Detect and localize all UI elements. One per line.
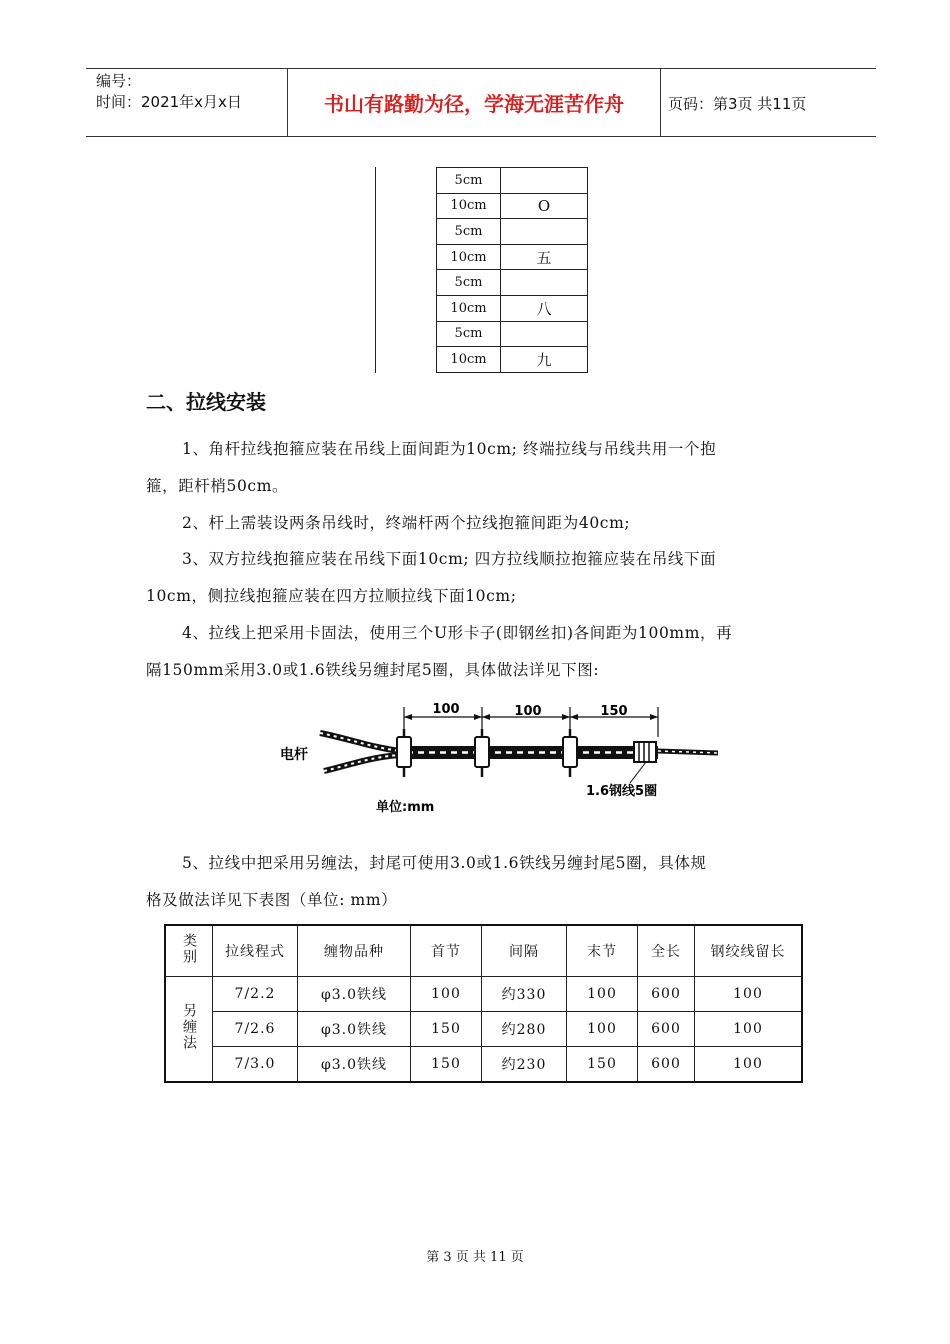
mark-cell: 五: [501, 244, 588, 270]
total-cell: 600: [638, 1047, 695, 1083]
interval-cell: 约230: [482, 1047, 567, 1083]
pole-label: 电杆: [280, 747, 308, 763]
p4-line2: 隔150mm采用3.0或1.6铁线另缠封尾5圈，具体做法详见下图:: [146, 661, 600, 679]
col-header-material: 缠物品种: [298, 925, 411, 977]
spacing-cell: 5cm: [437, 321, 501, 347]
table-row: [437, 168, 588, 194]
model-cell: 7/3.0: [213, 1047, 298, 1083]
spec-table: [164, 924, 803, 1083]
col-header-total: 全长: [638, 925, 695, 977]
mark-cell: 八: [501, 295, 588, 321]
p4-line1: 4、拉线上把采用卡固法，使用三个U形卡子(即钢丝扣)各间距为100mm，再: [182, 624, 733, 642]
table-row: [437, 219, 588, 245]
table-row: [437, 347, 588, 373]
arrow-head: [482, 714, 490, 720]
spacing-cell: 5cm: [437, 219, 501, 245]
table-row: [437, 270, 588, 296]
mark-cell: [501, 270, 588, 296]
table-row: [437, 244, 588, 270]
table-left-rule: [375, 167, 376, 373]
header-divider-right: [660, 68, 661, 136]
p5-line1: 5、拉线中把采用另缠法，封尾可使用3.0或1.6铁线另缠封尾5圈，具体规: [182, 854, 707, 872]
reserve-cell: 100: [695, 977, 803, 1012]
paragraph-3: [146, 541, 826, 615]
last-cell: 100: [567, 977, 638, 1012]
table-row: [437, 295, 588, 321]
category-cell: 另缠法: [165, 977, 213, 1083]
spacing-cell: 10cm: [437, 295, 501, 321]
table-row: [165, 977, 802, 1012]
spacing-cell: 5cm: [437, 270, 501, 296]
wire-fork-top: [320, 733, 400, 751]
p3-line2: 10cm，侧拉线抱箍应装在四方拉顺拉线下面10cm;: [146, 587, 517, 605]
serial-label: 编号：: [96, 72, 142, 90]
arrow-head: [562, 714, 570, 720]
last-cell: 150: [567, 1047, 638, 1083]
total-cell: 600: [638, 1012, 695, 1047]
first-cell: 100: [411, 977, 482, 1012]
time-label: 时间：2021年x月x日: [96, 93, 242, 111]
page-label: 页码：第3页 共11页: [668, 95, 807, 113]
table-row: [437, 321, 588, 347]
material-cell: φ3.0铁线: [298, 1047, 411, 1083]
mark-cell: 九: [501, 347, 588, 373]
spacing-table: [436, 167, 588, 373]
dimension-label-1: 100: [432, 702, 460, 717]
col-header-category: 类别: [165, 925, 213, 977]
col-header-reserve: 钢绞线留长: [695, 925, 803, 977]
model-cell: 7/2.2: [213, 977, 298, 1012]
arrow-head: [570, 714, 578, 720]
wire-fork-bottom: [324, 755, 400, 771]
material-cell: φ3.0铁线: [298, 1012, 411, 1047]
wrap-coil: [634, 742, 656, 762]
unit-label: 单位:mm: [376, 800, 435, 815]
reserve-cell: 100: [695, 1047, 803, 1083]
u-clamp: [397, 729, 411, 777]
total-cell: 600: [638, 977, 695, 1012]
table-row: [165, 1012, 802, 1047]
guy-wire-clamp-diagram: [270, 695, 740, 825]
spacing-cell: 5cm: [437, 168, 501, 194]
u-clamp: [563, 729, 577, 777]
spacing-cell: 10cm: [437, 193, 501, 219]
wire-label: 1.6钢线5圈: [586, 784, 658, 799]
p1-line1: 1、角杆拉线抱箍应装在吊线上面间距为10cm; 终端拉线与吊线共用一个抱: [182, 440, 717, 458]
paragraph-4: [146, 615, 826, 689]
spacing-cell: 10cm: [437, 244, 501, 270]
interval-cell: 约330: [482, 977, 567, 1012]
col-header-model: 拉线程式: [213, 925, 298, 977]
mark-cell: [501, 219, 588, 245]
spacing-cell: 10cm: [437, 347, 501, 373]
paragraph-2: [146, 505, 826, 542]
page-footer: 第 3 页 共 11 页: [426, 1250, 524, 1265]
table-row: [437, 193, 588, 219]
model-cell: 7/2.6: [213, 1012, 298, 1047]
mark-cell: [501, 321, 588, 347]
interval-cell: 约280: [482, 1012, 567, 1047]
arrow-head: [404, 714, 412, 720]
col-header-interval: 间隔: [482, 925, 567, 977]
header-motto: 书山有路勤为径，学海无涯苦作舟: [324, 91, 624, 116]
dimension-label-3: 150: [600, 704, 628, 719]
table-header-row: [165, 925, 802, 977]
p1-line2: 箍，距杆梢50cm。: [146, 477, 289, 495]
first-cell: 150: [411, 1047, 482, 1083]
table-row: [165, 1047, 802, 1083]
mark-cell: O: [501, 193, 588, 219]
dimension-label-2: 100: [514, 704, 542, 719]
p3-line1: 3、双方拉线抱箍应装在吊线下面10cm; 四方拉线顺拉抱箍应装在吊线下面: [182, 550, 717, 568]
arrow-head: [650, 714, 658, 720]
header-bottom-rule: [86, 136, 876, 137]
paragraph-1: [146, 431, 826, 505]
paragraph-5: [146, 845, 826, 919]
u-clamp: [475, 729, 489, 777]
p2-line: 2、杆上需装设两条吊线时，终端杆两个拉线抱箍间距为40cm;: [182, 514, 631, 532]
arrow-head: [474, 714, 482, 720]
section-heading: 二、拉线安装: [146, 390, 266, 414]
p5-line2: 格及做法详见下表图（单位: mm）: [146, 891, 398, 909]
mark-cell: [501, 168, 588, 194]
material-cell: φ3.0铁线: [298, 977, 411, 1012]
first-cell: 150: [411, 1012, 482, 1047]
last-cell: 100: [567, 1012, 638, 1047]
leader-line: [630, 762, 646, 783]
col-header-first: 首节: [411, 925, 482, 977]
col-header-last: 末节: [567, 925, 638, 977]
reserve-cell: 100: [695, 1012, 803, 1047]
